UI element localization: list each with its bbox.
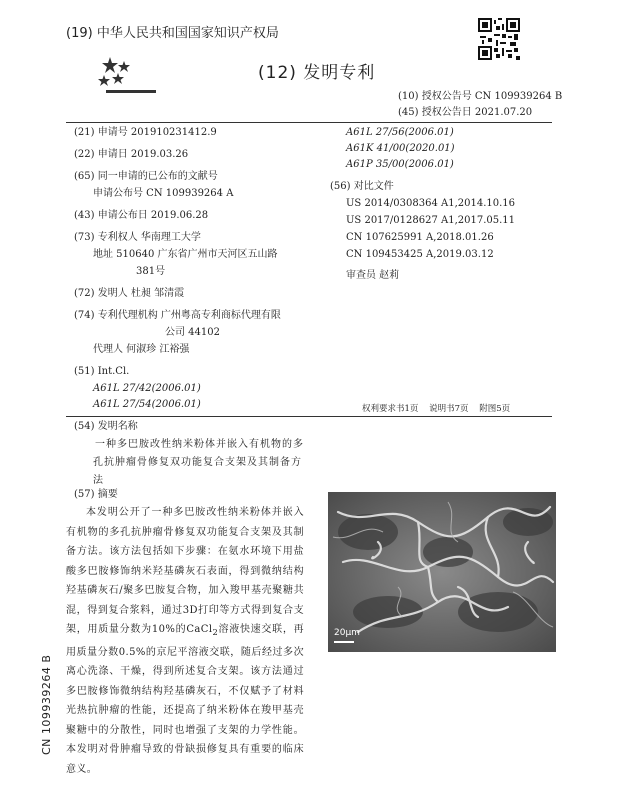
grant-number: (10) 授权公告号 CN 109939264 B (398, 91, 563, 102)
sem-image (328, 492, 556, 652)
abstract-subscript: 2 (212, 627, 219, 637)
office-name: (19) 中华人民共和国国家知识产权局 (66, 26, 279, 41)
address-line-1: 地址 510640 广东省广州市天河区五山路 (93, 249, 278, 260)
abstract-label: (57) 摘要 (74, 489, 118, 500)
application-date: (22) 申请日 2019.03.26 (74, 149, 189, 160)
description-pages: 说明书7页 (429, 404, 469, 414)
cnipa-logo-icon (96, 55, 158, 99)
application-number: (21) 申请号 201910231412.9 (74, 127, 217, 138)
sem-micrograph (328, 492, 556, 652)
intcl-label: (51) Int.Cl. (74, 366, 130, 377)
intcl-item: A61L 27/42(2006.01) (93, 383, 201, 394)
ipc-item: A61K 41/00(2020.01) (346, 143, 455, 154)
invention-title: 一种多巴胺改性纳米粉体并嵌入有机物的多孔抗肿瘤骨修复双功能复合支架及其制备方法 (93, 439, 304, 486)
intcl-item: A61L 27/54(2006.01) (93, 399, 201, 410)
abstract-part-2: 溶液快速交联，再用质量分数0.5%的京尼平溶液交联，随后经过多次离心洗涤、干燥，得到所述复合支架。该方法通过多巴胺修饰微纳结构羟基磷灰石，不仅赋予了材料光热抗肿瘤的性能，还提高了纳米粉体在羧甲基壳聚糖中的分散性，同时也增强了支架的力学性能。本发明对骨肿瘤导致的骨缺损修复具有重要的临床意义。 (66, 624, 305, 775)
document-type: (12) 发明专利 (258, 63, 376, 83)
ipc-item: A61L 27/56(2006.01) (346, 127, 454, 138)
patentee: (73) 专利权人 华南理工大学 (74, 232, 201, 243)
scale-bar-label: 20μm (334, 628, 360, 638)
abstract-text (66, 503, 304, 779)
examiner: 审查员 赵莉 (346, 270, 400, 281)
inventors: (72) 发明人 杜昶 邹清霞 (74, 288, 185, 299)
claims-pages: 权利要求书1页 (362, 404, 419, 414)
cited-docs-label: (56) 对比文件 (330, 181, 394, 192)
cited-doc: CN 109453425 A,2019.03.12 (346, 249, 494, 260)
cited-doc: US 2017/0128627 A1,2017.05.11 (346, 215, 516, 226)
cited-doc: US 2014/0308364 A1,2014.10.16 (346, 198, 516, 209)
title-label: (54) 发明名称 (74, 421, 138, 432)
address-line-2: 381号 (136, 266, 166, 277)
prior-publication-value: 申请公布号 CN 109939264 A (93, 188, 234, 199)
publication-date: (43) 申请公布日 2019.06.28 (74, 210, 209, 221)
agency-line-1: (74) 专利代理机构 广州粤高专利商标代理有限 (74, 310, 281, 321)
page-counts (358, 402, 514, 416)
prior-publication-label: (65) 同一申请的已公布的文献号 (74, 171, 218, 182)
ipc-item: A61P 35/00(2006.01) (346, 159, 454, 170)
agency-line-2: 公司 44102 (165, 327, 220, 338)
header-divider (66, 122, 552, 123)
section-divider (66, 416, 552, 417)
qr-code-icon (478, 18, 520, 60)
side-document-number: CN 109939264 B (40, 654, 53, 755)
agents: 代理人 何淑珍 江裕强 (93, 344, 190, 355)
figure-pages: 附图5页 (479, 404, 511, 414)
cited-doc: CN 107625991 A,2018.01.26 (346, 232, 494, 243)
abstract-part-1: 本发明公开了一种多巴胺改性纳米粉体并嵌入有机物的多孔抗肿瘤骨修复双功能复合支架及其制备方法。该方法包括如下步骤：在氨水环境下用盐酸多巴胺修饰纳米羟基磷灰石表面，得到微纳结构羟基磷灰石/聚多巴胺复合物，加入羧甲基壳聚糖共混，得到复合浆料，通过3D打印等方式得到复合支架，用质量分数为10%的CaCl (66, 507, 304, 635)
grant-date: (45) 授权公告日 2021.07.20 (398, 107, 533, 118)
